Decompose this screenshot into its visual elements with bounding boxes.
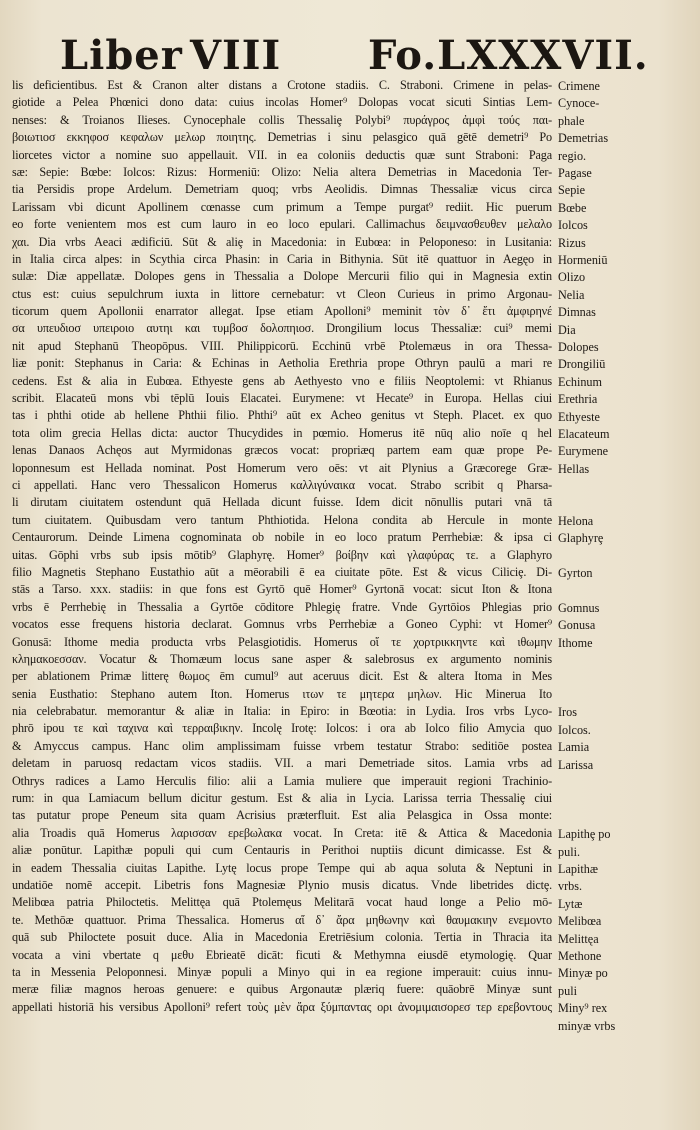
text-line: vocata a vini vbertate q μεθυ Ebrieatē dicāt: ficuti & Methymna eiusdē etymologię. Quar — [12, 947, 552, 962]
text-line: aliæ ponūtur. Lapithæ populi qui cum Centauris in Perithoi nuptiis dicunt dimicasse. Est & — [12, 843, 552, 858]
margin-note: Iolcos. — [558, 722, 591, 737]
text-line: σα υπευδιοσ υπειροιο αυτηι και τυμβοσ δολοπηιοσ. Drongilium locus Thessaliæ: cui⁹ memi — [12, 321, 552, 336]
text-line: tia Persidis prope Ardelum. Demetriam quoq; vrbs Aeolidis. Dimnas Thessaliæ vicus circa — [12, 182, 552, 197]
margin-note: Drongiliū — [558, 357, 606, 372]
text-line: uitas. Gōphi vrbs sub ipsis mōtib⁹ Glaphyrę. Homer⁹ βοίβην καὶ γλαφύρας τε. a Glaphyro — [12, 547, 552, 562]
text-line: liæ ponit: Stephanus in Caria: & Echinas in Aetholia Erethria prope Othryn paulū a mari re — [12, 356, 552, 371]
text-line: χαι. Dia vrbs Aeaci ædificiū. Sūt & aliȩ in Macedonia: in Eubœa: in Peloponeso: in Lusitania: — [12, 234, 552, 249]
header-liber: Liber — [60, 32, 183, 79]
text-line: undatiōe nomē accepit. Libetris fons Magnesiæ Plynio musis dicatus. Vnde libetrides dictȩ. — [12, 877, 552, 892]
text-line: appellati historiā his versibus Apolloni⁹ refert τοὺς μὲν ἄρα ξύμπαντας ορι ἀνομιμαισορεσ τερ ερεβοντους — [12, 999, 552, 1014]
margin-note: minyæ vrbs — [558, 1018, 616, 1033]
margin-note: Minyæ po — [558, 966, 608, 981]
margin-note: Lamia — [558, 740, 590, 755]
margin-note: Sepie — [558, 183, 586, 198]
text-line: quā sub Philoctete posuit duce. Alia in Macedonia Eretriēsium colonia. Tertia in Thracia ita — [12, 930, 552, 945]
margin-note: puli — [558, 983, 577, 998]
margin-note: Iros — [558, 705, 577, 720]
margin-note: Rizus — [558, 235, 586, 250]
text-line: giotide a Pelea Phœnici dono data: cuius incolas Homer⁹ Dolopas vocat sicuti Sintias Lem- — [12, 95, 552, 110]
text-line: Othrys radices a Lamo Herculis filio: alii a Lamia muliere que imperauit regioni Trachinio- — [12, 773, 552, 788]
margin-note: Hellas — [558, 461, 590, 476]
margin-note: Erethria — [558, 392, 598, 407]
text-line: Centaurorum. Deinde Limena cognominata ob nobile in eo loco pratum Perrhebiæ: & ipsa ci — [12, 530, 552, 545]
margin-note: Demetrias — [558, 131, 609, 146]
text-line: alia Troadis quā Homerus λαρισσαν ερεβωλακα vocat. In Creta: itē & Attica & Macedonia — [12, 825, 552, 840]
text-line: tas i phthi otide ab hellene Phthii filio. Phthi⁹ aūt ex Acheo genitus vt Steph. Placet. ex quo — [12, 408, 552, 423]
text-line: meræ filiæ magnos heroas genuere: e quibus Argonautæ plæriq fuere: quāobrē Minyæ sunt — [12, 982, 552, 997]
text-line: βοιωτιοσ εκκηφοσ κεφαλων μελωρ ποιητης. Demetrias i sinu pelasgico quā gētē demetri⁹ Po — [12, 130, 552, 145]
text-line: nia celebrabatur. memorantur & aliæ in Italia: in Epiro: in Bœotia: in Lydia. Iros vrbs Lyco- — [12, 704, 552, 719]
margin-note: Larissa — [558, 757, 594, 772]
text-line: in Italia circa alpes: in Scythia circa Phasin: in Caria in Bithynia. Sūt itē quattuor in Aegęo in — [12, 251, 552, 266]
margin-note: Glaphyrȩ — [558, 531, 604, 546]
text-line: eo forte venientem mos est cum lauro in eo loco epulari. Callimachus δειμνασθευθεν μελαλο — [12, 217, 552, 232]
margin-note: Gonusa — [558, 618, 596, 633]
main-text-column — [12, 77, 552, 1016]
margin-note: Dolopes — [558, 340, 599, 354]
margin-note: Dia — [558, 322, 576, 337]
margin-note: Ithome — [558, 635, 593, 650]
margin-note: Hormeniū — [558, 253, 608, 267]
text-line: lis deficientibus. Est & Cranon alter distans a Crotone stadiis. C. Straboni. Crimene in pelas- — [12, 78, 552, 92]
text-line: lenas Danaos Achęos aut Myrmidonas græcos vocat: propriæq partem eam quæ prope Pe- — [12, 443, 552, 458]
text-line: nit apud Stephanū Theopōpus. VIII. Philippicorū. Ecchinū vrbē Ptolemæus in ora Thessa- — [12, 338, 552, 353]
text-line: Melibœa patria Philoctetis. Melittęa quā Ptolemęus Melitarā vocat haud longe a Pelio mō- — [12, 895, 552, 910]
text-line: ci appellati. Hanc vero Thessalicon Homerus καλλιγύναικα vocat. Strabo scribit q Pharsa- — [12, 477, 552, 492]
text-line: deletam in paruosq redactam vicos stadiis. VII. a mari Demetriade sitos. Lamia vrbs ad — [12, 756, 552, 771]
margin-note: Cynoce- — [558, 96, 600, 111]
text-line: & Amyccus campus. Hanc olim amplissimam fuisse vrbem testatur Strabo: seditiōe postea — [12, 738, 552, 753]
text-line: rum: in qua Lamiacum bellum dicitur gestum. Est & alia in Lycia. Larissa terria Thessaliȩ ciui — [12, 791, 552, 806]
margin-note: Gyrton — [558, 566, 593, 581]
margin-note: puli. — [558, 844, 581, 859]
text-line: Larissam vbi dicunt Apollinem cœnasse cum primum a Tempe purgat⁹ rediit. Hic puerum — [12, 199, 552, 214]
text-line: Gonusā: Ithome media producta vrbs Pelasgiotidis. Homerus οἵ τε χορτρικκηντε καὶ ιθωμην — [12, 634, 552, 649]
text-line: li dirutam ciuitatem ostendunt quā Hellada dicunt fuisse. Idem dicit nōnullis putari vnā tā — [12, 495, 552, 510]
margin-note: Bœbe — [558, 200, 587, 215]
margin-note: regio. — [558, 148, 587, 163]
text-line: stās a Tarso. xxx. stadiis: in que fons est Gyrtō quē Homer⁹ Gyrtonā vocat: sicut Iton & Itona — [12, 582, 552, 597]
text-line: nenses: & Troianos Ilieses. Cynocephale collis Thessaliȩ Polybi⁹ πυράγρος ἀμφὶ τούς παι- — [12, 112, 552, 127]
text-line: ctus est: cuius sepulchrum iuxta in littore cernebatur: vt Cleon Curieus in primo Argonau- — [12, 286, 552, 301]
text-line: filio Magnetis Stephano Eustathio aūt a mēorabili ē ea ciuitate pōte. Est & vicus Ciliciȩ. Di- — [12, 564, 552, 579]
margin-note: Elacateum — [558, 427, 610, 441]
margin-note: Gomnus — [558, 601, 600, 615]
text-line: per ablationem Primæ litterę θωμος ēm cumul⁹ aut aceruus dicit. Est & altera Itoma in Mes — [12, 669, 552, 684]
text-line: ta in Messenia Peloponnesi. Minyæ populi a Minyo qui in ea regione imperauit: cuius innu- — [12, 964, 552, 979]
margin-note: Olizo — [558, 270, 586, 285]
text-line: κλημακοεσσαν. Vocatur & Thomæum locus sane asper & salebrosus ex argumento nominis — [12, 651, 552, 666]
margin-note: Melittęa — [558, 931, 599, 946]
text-line: tas putatur prope Peneum sita quam Acrisius præterfluit. Est alia Pelasgica in Ossa monte: — [12, 808, 552, 823]
margin-note: Iolcos — [558, 218, 588, 233]
text-line: phrō ipou τε καὶ ταχινα καὶ τερραιβικην. Incolę Irotę: Iolcos: i ora ab Iolco filio Amycia quo — [12, 721, 552, 736]
text-line: cedens. Est & alia in Eubœa. Ethyeste gens ab Aethyesto vno e filiis Neoptolemi: vt Rhianus — [12, 373, 552, 388]
text-line: vocatos esse frequens historia declarat. Gomnus vrbs Perrhebiæ a Goneo Cyphi: vt Homer⁹ — [12, 617, 552, 632]
text-line: ticorum quem Apollonii enarrator allegat. Ipse etiam Apolloni⁹ meminit τὸν δ᾽ ἔτι ἀμφιρηνέ — [12, 304, 552, 319]
margin-note: Pagase — [558, 166, 592, 180]
header-book-number: VIII — [190, 32, 282, 79]
text-line: tum ciuitatem. Quibusdam vero tantum Phthiotida. Helona condita ab Hercule in monte — [12, 512, 552, 527]
text-line: scribit. Elacateū mons vbi tēplū Iouis Elacatei. Eurymene: vt Hecate⁹ in Europa. Hellas ciui — [12, 391, 552, 406]
margin-note: Lapithæ — [558, 862, 598, 876]
text-line: loponnesum est Hellada nominat. Post Homerum vero oēs: vt ait Plynius a Græcorege Græ- — [12, 460, 552, 475]
margin-note: Lapithȩ po — [558, 827, 611, 842]
margin-note: vrbs. — [558, 879, 583, 894]
margin-note: Nelia — [558, 287, 585, 302]
text-line: senia Eusthatio: Stephano autem Iton. Homerus ιτων τε μητερα μηλων. Hic Minerua Ito — [12, 686, 552, 701]
margin-note: Eurymene — [558, 444, 609, 459]
margin-note: Echinum — [558, 374, 603, 389]
margin-note: Ethyeste — [558, 409, 600, 424]
margin-note: Miny⁹ rex — [558, 1001, 608, 1016]
margin-note: Methone — [558, 949, 602, 963]
text-line: sulæ: Diæ appellatæ. Dolopes gens in Thessalia a Dolope Mercurii filio qui in Magnesia extin — [12, 269, 552, 284]
margin-note: Dimnas — [558, 305, 596, 320]
margin-note: phale — [558, 113, 585, 128]
text-line: vrbs ē Perrhebię in Thessalia a Gyrtōe cōditore Phlegię fratre. Vnde Gyrtōios Phlegias prio — [12, 599, 552, 614]
margin-note: Melibœa — [558, 914, 602, 929]
text-line: te. Methōæ quattuor. Prima Thessalica. Homerus αἵ δ᾽ ἄρα μηθωνην καὶ θαυμακιην ενεμοντο — [12, 912, 552, 927]
margin-note: Crimene — [558, 79, 600, 93]
text-line: sæ: Sepie: Bœbe: Iolcos: Rizus: Hormeniū: Olizo: Nelia altera Demetrias in Macedonia Ter- — [12, 164, 552, 179]
margin-note: Lytæ — [558, 896, 583, 911]
text-line: in eadem Thessalia ciuitas Lapithe. Lytę locus prope Tempe qui ab aqua soluta & Neptuni in — [12, 860, 552, 875]
margin-note: Helona — [558, 514, 594, 528]
running-header — [60, 32, 649, 80]
text-line: tota olim grecia Hellas dicta: auctor Thucydides in pœmio. Homerus itē nūq alio noīe q hel — [12, 425, 552, 440]
header-folio: Fo.LXXXVII. — [368, 32, 649, 79]
text-line: liorcetes victor a nomine suo appellauit. VII. in ea coloniis deductis quæ sunt Straboni: Paga — [12, 147, 552, 162]
